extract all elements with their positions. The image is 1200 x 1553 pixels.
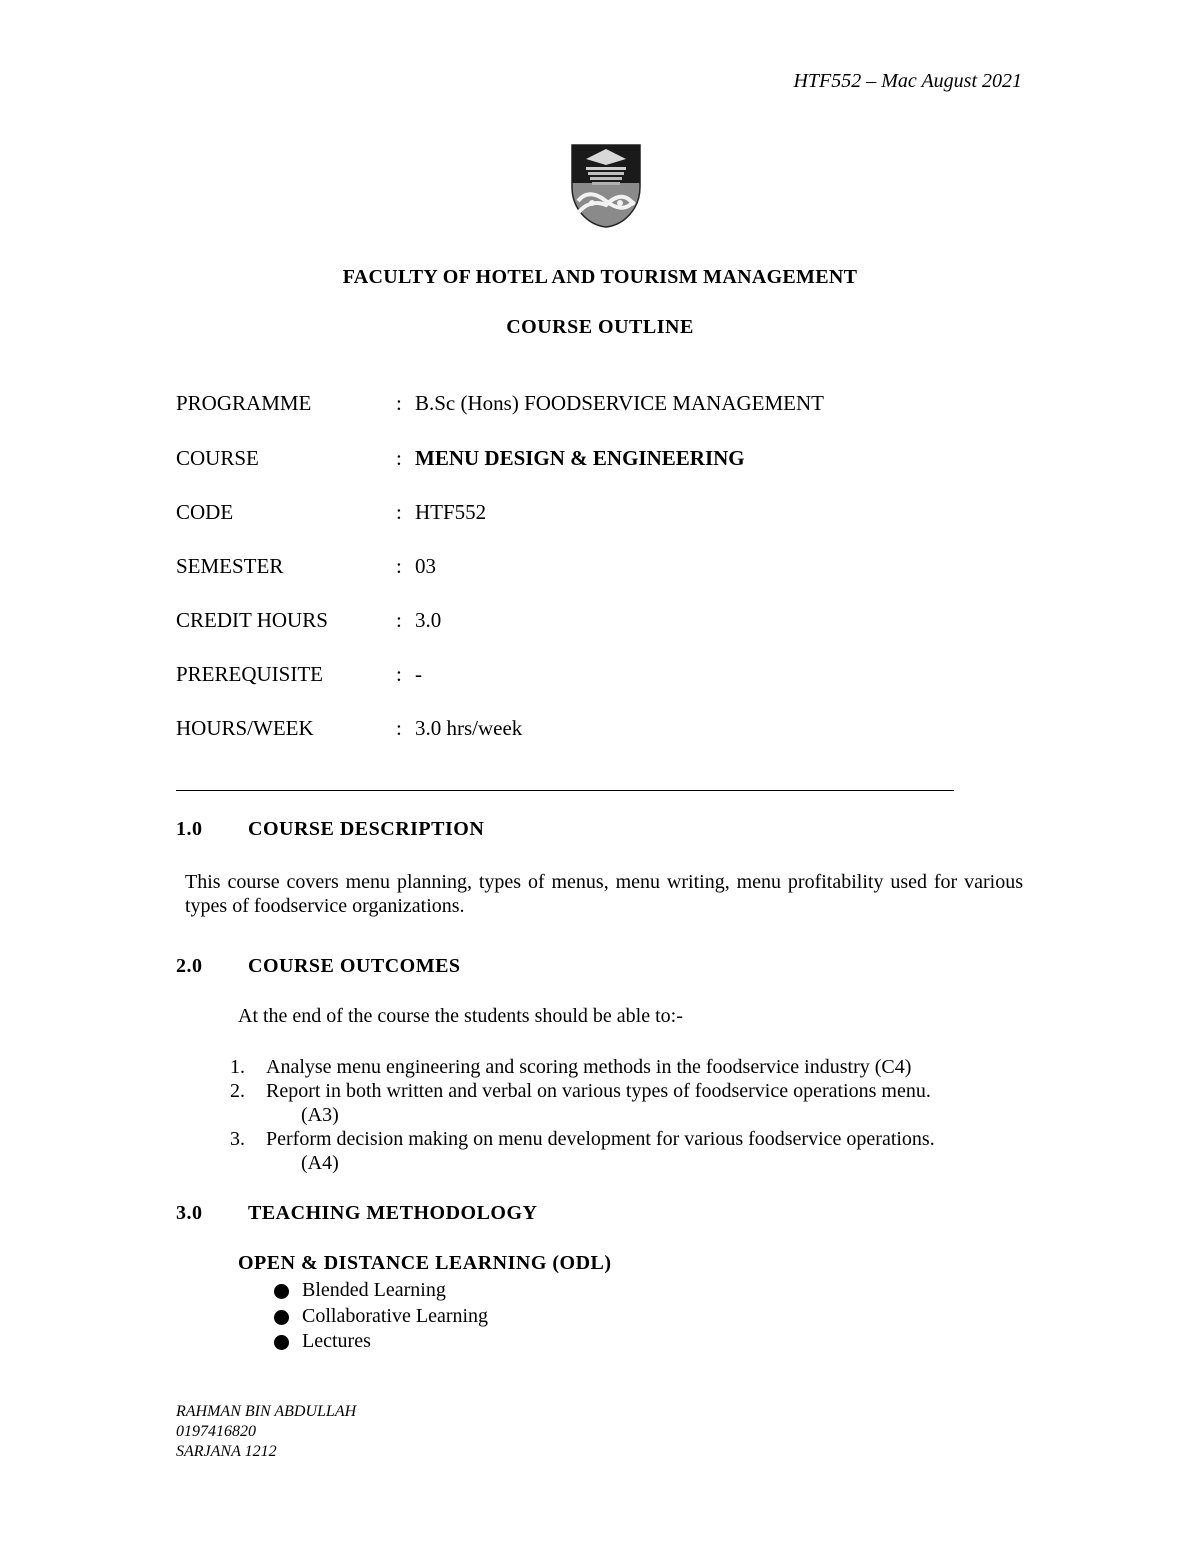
info-value: 03 <box>415 554 436 578</box>
divider <box>176 790 954 791</box>
info-label: PREREQUISITE <box>176 662 323 686</box>
teaching-methods-list <box>274 1278 488 1355</box>
method-label: Lectures <box>302 1330 371 1352</box>
list-item <box>230 1127 1015 1175</box>
info-label: SEMESTER <box>176 554 284 578</box>
outcome-text: Analyse menu engineering and scoring methods in the foodservice industry (C4) <box>266 1056 912 1078</box>
info-value: 3.0 <box>415 608 442 632</box>
info-label: PROGRAMME <box>176 391 312 415</box>
method-label: Blended Learning <box>302 1279 446 1301</box>
info-colon: : <box>396 716 402 740</box>
info-value: HTF552 <box>415 500 487 524</box>
section-number: 3.0 <box>176 1202 203 1224</box>
course-description-text: This course covers menu planning, types of menus, menu writing, menu profitability used for various types of foodservice organizations. <box>185 871 1023 917</box>
section-number: 1.0 <box>176 818 203 840</box>
info-colon: : <box>396 554 402 578</box>
list-item <box>274 1329 488 1355</box>
teaching-subtitle: OPEN & DISTANCE LEARNING (ODL) <box>238 1252 612 1274</box>
info-label: HOURS/WEEK <box>176 716 314 740</box>
method-label: Collaborative Learning <box>302 1304 489 1327</box>
outcomes-intro: At the end of the course the students should be able to:- <box>238 1005 683 1027</box>
info-value: - <box>415 662 422 686</box>
info-colon: : <box>396 608 402 632</box>
header-reference: HTF552 – Mac August 2021 <box>793 70 1022 92</box>
outcome-number: 3. <box>230 1128 245 1150</box>
list-item <box>274 1304 488 1330</box>
outcome-text: Perform decision making on menu development for various foodservice operations. <box>266 1128 935 1150</box>
outcome-level: (A4) <box>301 1152 339 1174</box>
lecturer-room: SARJANA 1212 <box>176 1443 277 1460</box>
list-item <box>230 1055 1015 1079</box>
info-colon: : <box>396 446 402 470</box>
info-label: COURSE <box>176 446 259 470</box>
outcome-text: Report in both written and verbal on various types of foodservice operations menu. <box>266 1080 931 1102</box>
outcome-number: 2. <box>230 1080 245 1102</box>
lecturer-phone: 0197416820 <box>176 1423 256 1440</box>
info-value: MENU DESIGN & ENGINEERING <box>415 446 745 470</box>
info-label: CODE <box>176 500 234 524</box>
university-logo-icon <box>570 143 642 229</box>
bullet-icon <box>274 1310 289 1325</box>
document-title: COURSE OUTLINE <box>506 316 694 338</box>
info-label: CREDIT HOURS <box>176 608 328 632</box>
bullet-icon <box>274 1284 289 1299</box>
lecturer-name: RAHMAN BIN ABDULLAH <box>176 1403 357 1420</box>
info-colon: : <box>396 391 402 415</box>
bullet-icon <box>274 1335 289 1350</box>
footer-contact <box>176 1402 356 1462</box>
info-value: 3.0 hrs/week <box>415 716 523 740</box>
info-colon: : <box>396 500 402 524</box>
info-value: B.Sc (Hons) FOODSERVICE MANAGEMENT <box>415 391 824 415</box>
section-title: COURSE DESCRIPTION <box>248 818 485 840</box>
section-number: 2.0 <box>176 955 203 977</box>
list-item <box>230 1079 1015 1127</box>
section-title: TEACHING METHODOLOGY <box>248 1202 538 1224</box>
outcome-level: (A3) <box>301 1104 339 1126</box>
section-title: COURSE OUTCOMES <box>248 955 461 977</box>
outcome-number: 1. <box>230 1056 245 1078</box>
info-colon: : <box>396 662 402 686</box>
outcomes-list <box>230 1055 1015 1175</box>
list-item <box>274 1278 488 1304</box>
faculty-title: FACULTY OF HOTEL AND TOURISM MANAGEMENT <box>342 266 858 288</box>
